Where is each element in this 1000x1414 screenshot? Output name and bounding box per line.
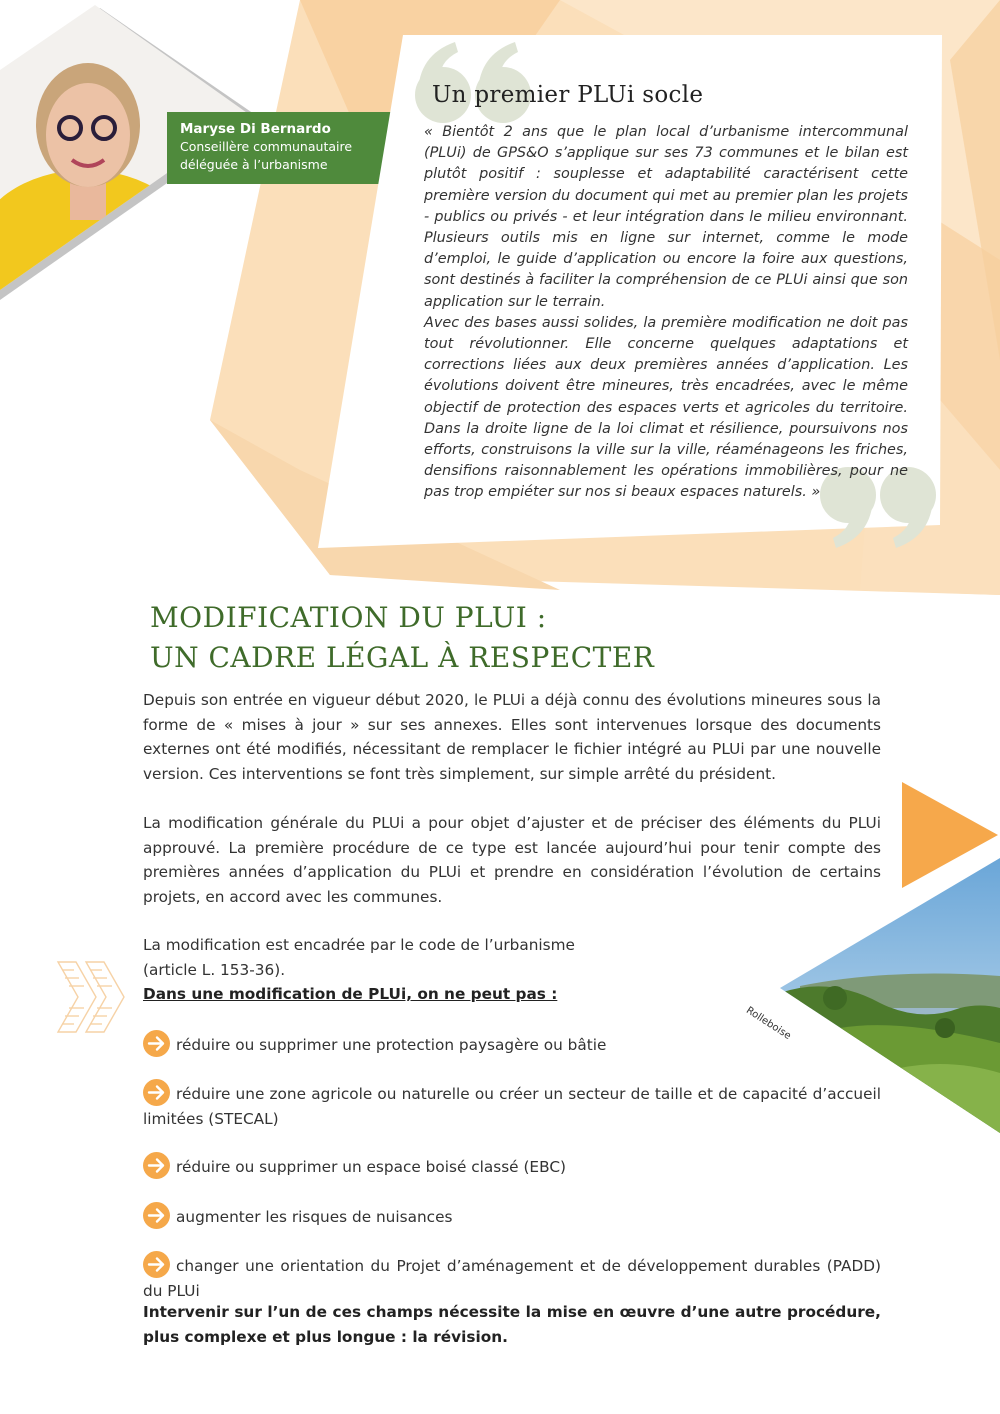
landscape-photo — [740, 858, 1000, 1133]
arrow-right-circle-icon — [143, 1202, 170, 1229]
arrow-right-circle-icon — [143, 1079, 170, 1106]
conclusion-text: Intervenir sur l’un de ces champs nécessite la mise en œuvre d’une autre procédure, plus complexe et plus longue : la révision. — [143, 1303, 881, 1346]
section-title-line2: UN CADRE LÉGAL À RESPECTER — [150, 641, 655, 674]
section-title-line1: MODIFICATION DU PLUI : — [150, 601, 547, 634]
restriction-text: augmenter les risques de nuisances — [176, 1208, 453, 1226]
body-paragraph-text: La modification générale du PLUi a pour objet d’ajuster et de préciser des éléments du PLUi approuvé. La première procédure de ce type est lancée aujourd’hui pour tenir compte des premières années d’application du PLUi et prendre en considération l’évolution de certains projets, en accord avec les communes. — [143, 814, 881, 906]
speaker-name: Maryse Di Bernardo — [180, 121, 331, 137]
photo-caption: Rolleboise — [744, 1005, 793, 1042]
law-intro-line1: La modification est encadrée par le code de l’urbanisme — [143, 936, 575, 954]
law-intro-line2: (article L. 153-36). — [143, 960, 286, 979]
speaker-role-line1: Conseillère communautaire — [180, 139, 353, 154]
section-title — [150, 598, 654, 678]
law-intro-heading: Dans une modification de PLUi, on ne peut pas : — [143, 985, 558, 1003]
restriction-text: réduire une zone agricole ou naturelle ou créer un secteur de taille et de capacité d’accueil limitées (STECAL) — [143, 1085, 881, 1128]
restriction-item — [143, 1251, 881, 1303]
restriction-text: changer une orientation du Projet d’aménagement et de développement durables (PADD) du PLUi — [143, 1257, 881, 1300]
restriction-item — [143, 1152, 881, 1180]
quote-title: Un premier PLUi socle — [432, 82, 704, 108]
restriction-text: réduire ou supprimer une protection paysagère ou bâtie — [176, 1036, 607, 1054]
quote-paragraph: Avec des bases aussi solides, la première modification ne doit pas tout révolutionner. Elle concerne quelques adaptations et corrections liées aux deux premières années d’application. Les évolutions doivent être mineures, très encadrées, avec le même objectif de protection des espaces verts et agricoles du territoire. Dans la droite ligne de la loi climat et résilience, poursuivons nos efforts, construisons la ville sur la ville, réaménageons les friches, densifions raisonnablement les opérations immobilières, pour ne pas trop empiéter sur nos si beaux espaces naturels. » — [424, 314, 908, 501]
arrow-right-circle-icon — [143, 1251, 170, 1278]
arrow-right-circle-icon — [143, 1152, 170, 1179]
double-chevron-icon — [56, 960, 126, 1035]
body-paragraph — [143, 688, 881, 786]
quote-paragraph: « Bientôt 2 ans que le plan local d’urbanisme intercommunal (PLUi) de GPS&O s’applique sur ses 73 communes et le bilan est plutôt positif : souplesse et adaptabilité caractérisent cette première version du document qui met au premier plan les projets - publics ou privés - et leur intégration dans le milieu environnant. Plusieurs outils mis en ligne sur internet, comme le mode d’emploi, le guide d’application ou encore la foire aux questions, sont destinés à faciliter la compréhension de ce PLUi ainsi que son application sur le terrain. — [424, 124, 908, 310]
quote-body — [424, 122, 908, 504]
arrow-right-circle-icon — [143, 1030, 170, 1057]
restriction-text: réduire ou supprimer un espace boisé classé (EBC) — [176, 1158, 566, 1176]
body-paragraph-text: Depuis son entrée en vigueur début 2020, le PLUi a déjà connu des évolutions mineures sous la forme de « mises à jour » sur ses annexes. Elles sont intervenues lorsque des documents externes ont été modifiés, nécessitant de remplacer le fichier intégré au PLUi par une nouvelle version. Ces interventions se font très simplement, sur simple arrêté du président. — [143, 691, 881, 783]
speaker-role-line2: déléguée à l’urbanisme — [180, 157, 328, 172]
restriction-item — [143, 1202, 881, 1230]
